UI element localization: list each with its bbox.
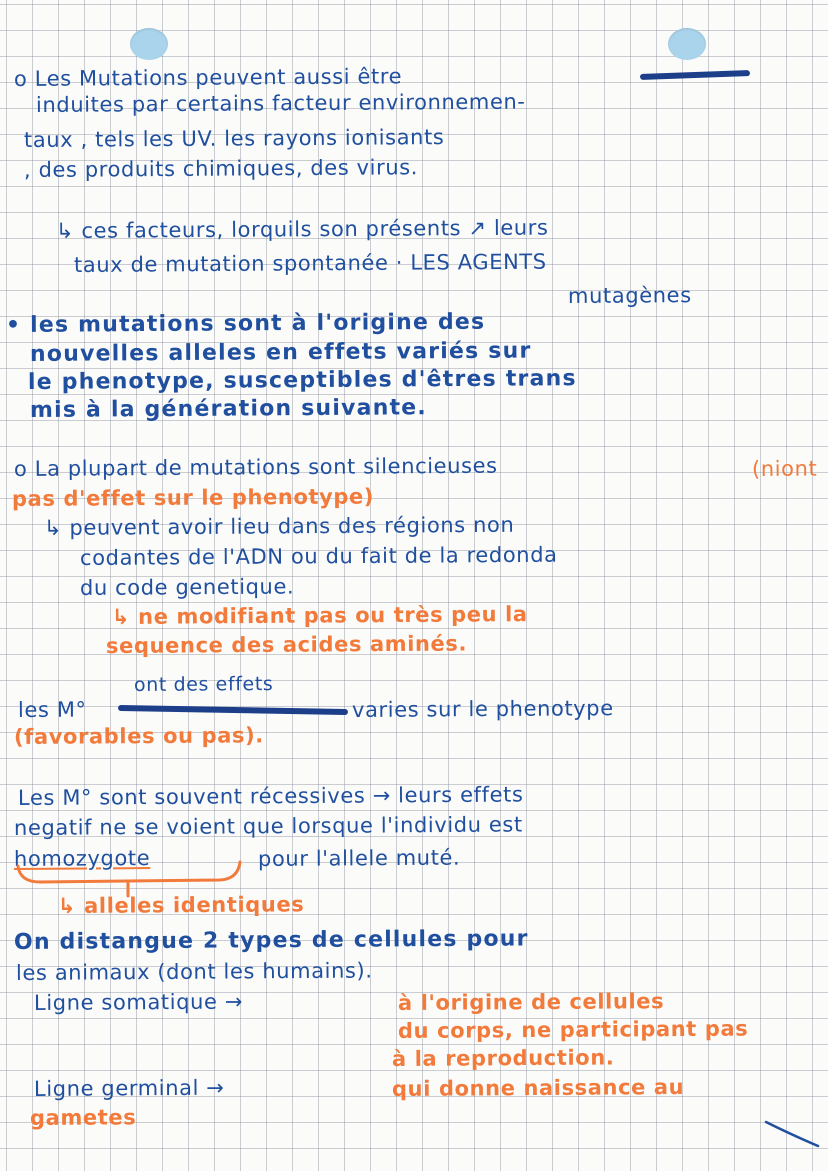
- note-line: les M°: [17, 697, 87, 722]
- note-line: Ligne germinal →: [33, 1075, 225, 1101]
- note-line: mutagènes: [567, 283, 692, 308]
- note-line: Ligne somatique →: [33, 989, 244, 1015]
- note-line: du code genetique.: [79, 574, 295, 600]
- note-line: induites par certains facteur environnemen-: [35, 89, 526, 117]
- note-line: codantes de l'ADN ou du fait de la redonda: [79, 542, 558, 570]
- note-line: • les mutations sont à l'origine des: [5, 309, 486, 338]
- note-line: o Les Mutations peuvent aussi être: [13, 64, 403, 91]
- note-line-orange: à l'origine de cellules: [397, 989, 665, 1015]
- note-line: nouvelles alleles en effets variés sur: [29, 338, 532, 367]
- note-line-orange: sequence des acides aminés.: [105, 631, 468, 658]
- note-line: le phenotype, susceptibles d'êtres trans: [27, 366, 577, 395]
- note-line-orange: qui donne naissance au: [391, 1074, 685, 1101]
- note-line-orange: (favorables ou pas).: [13, 723, 264, 749]
- note-line-orange: à la reproduction.: [391, 1045, 615, 1071]
- note-line: Les M° sont souvent récessives → leurs effets: [17, 782, 524, 810]
- note-line: varies sur le phenotype: [351, 696, 614, 722]
- note-line: mis à la génération suivante.: [29, 395, 428, 423]
- note-line: ont des effets: [133, 673, 274, 696]
- note-line: les animaux (dont les humains).: [15, 958, 373, 985]
- note-line: ↳ ces facteurs, lorquils son présents ↗ leurs: [55, 215, 549, 243]
- note-line-orange: ↳ ne modifiant pas ou très peu la: [111, 602, 528, 629]
- note-line-orange: (niont: [751, 456, 818, 481]
- note-line: taux de mutation spontanée · LES AGENTS: [73, 249, 547, 277]
- note-line-orange: du corps, ne participant pas: [397, 1016, 749, 1043]
- note-line: o La plupart de mutations sont silencieuses: [13, 453, 498, 481]
- note-line-underlined: homozygote: [13, 846, 151, 871]
- note-line-orange: gametes: [29, 1105, 137, 1130]
- note-line-orange: ↳ alleles identiques: [57, 892, 305, 918]
- note-line: ↳ peuvent avoir lieu dans des régions non: [43, 512, 515, 540]
- note-line-orange: pas d'effet sur le phenotype): [11, 484, 375, 511]
- note-line: taux , tels les UV. les rayons ionisants: [23, 125, 445, 152]
- note-line: , des produits chimiques, des virus.: [23, 155, 419, 182]
- note-line: pour l'allele muté.: [257, 845, 461, 871]
- note-line: negatif ne se voient que lorsque l'individu est: [13, 812, 523, 840]
- note-line: On distangue 2 types de cellules pour: [13, 926, 529, 955]
